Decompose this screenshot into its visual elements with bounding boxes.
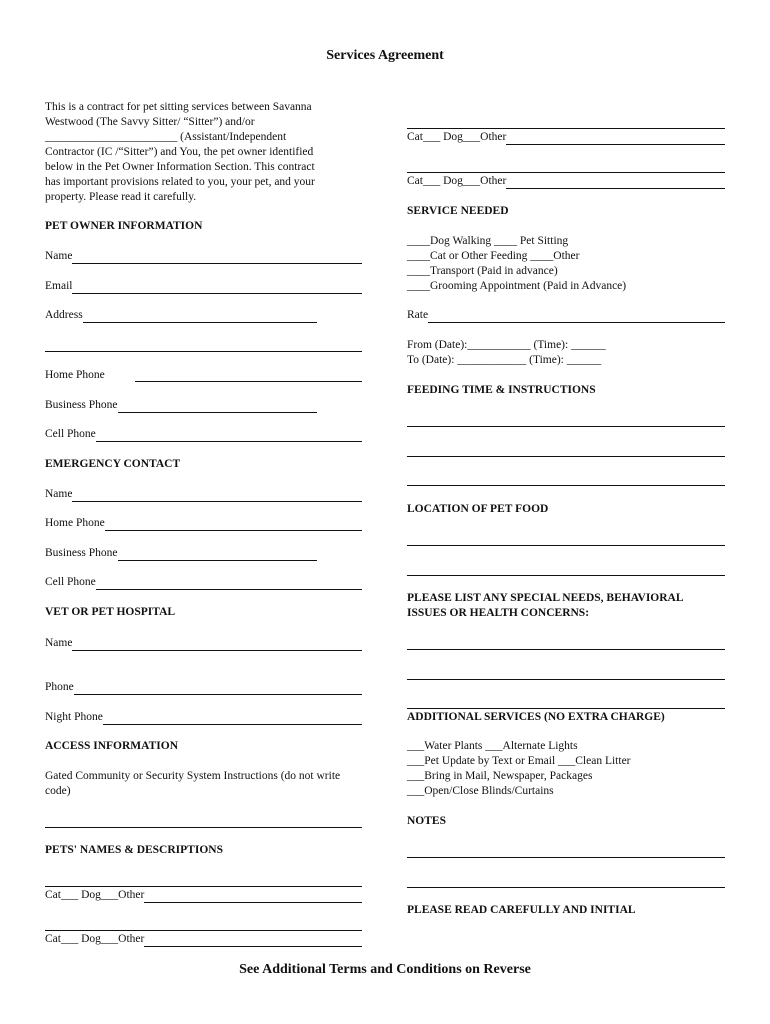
field-label: Cat___ Dog___Other <box>407 175 507 187</box>
pet-3-name-field[interactable] <box>407 127 725 129</box>
emergency-home-phone-field[interactable] <box>45 516 362 531</box>
vet-night-phone-field[interactable] <box>45 710 362 725</box>
additional-service-line[interactable]: ___Open/Close Blinds/Curtains <box>407 785 554 797</box>
feeding-line-3[interactable] <box>407 484 725 486</box>
intro-line: Westwood (The Savvy Sitter/ “Sitter”) and/or <box>45 116 255 128</box>
emergency-business-phone-field[interactable] <box>45 546 317 561</box>
special-needs-line-2[interactable] <box>407 678 725 680</box>
field-label: Phone <box>45 681 74 693</box>
field-label: Cat___ Dog___Other <box>45 889 145 901</box>
owner-address-field[interactable] <box>45 308 317 323</box>
field-label: Cell Phone <box>45 428 96 440</box>
owner-cell-phone-field[interactable] <box>45 427 362 442</box>
service-needed-heading: SERVICE NEEDED <box>407 205 509 217</box>
additional-service-line[interactable]: ___Pet Update by Text or Email ___Clean Litter <box>407 755 631 767</box>
emergency-contact-heading: EMERGENCY CONTACT <box>45 458 181 470</box>
emergency-cell-phone-field[interactable] <box>45 575 362 590</box>
feeding-heading: FEEDING TIME & INSTRUCTIONS <box>407 384 596 396</box>
vet-name-field[interactable] <box>45 636 362 651</box>
field-label: Address <box>45 309 83 321</box>
pet-food-line-2[interactable] <box>407 574 725 576</box>
field-label: Cell Phone <box>45 576 96 588</box>
field-label: Cat___ Dog___Other <box>407 131 507 143</box>
special-needs-heading: ISSUES OR HEALTH CONCERNS: <box>407 607 590 619</box>
pet-2-name-field[interactable] <box>45 929 362 931</box>
vet-heading: VET OR PET HOSPITAL <box>45 606 176 618</box>
additional-service-line[interactable]: ___Water Plants ___Alternate Lights <box>407 740 578 752</box>
field-label: Home Phone <box>45 517 105 529</box>
reverse-terms-footer: See Additional Terms and Conditions on Reverse <box>239 962 531 977</box>
service-option-line[interactable]: ____Cat or Other Feeding ____Other <box>407 250 580 262</box>
access-instructions-line: Gated Community or Security System Instructions (do not write <box>45 770 341 782</box>
pet-food-location-heading: LOCATION OF PET FOOD <box>407 503 549 515</box>
owner-address-line2[interactable] <box>45 350 362 352</box>
field-label: Name <box>45 637 73 649</box>
special-needs-line-3[interactable] <box>407 707 725 709</box>
notes-heading: NOTES <box>407 815 446 827</box>
rate-field[interactable] <box>407 308 725 323</box>
service-option-line[interactable]: ____Dog Walking ____ Pet Sitting <box>407 235 569 247</box>
additional-service-line[interactable]: ___Bring in Mail, Newspaper, Packages <box>407 770 593 782</box>
access-instructions-field[interactable] <box>45 826 362 828</box>
vet-phone-field[interactable] <box>45 680 362 695</box>
pet-2-type-field[interactable] <box>45 932 362 947</box>
owner-email-field[interactable] <box>45 279 362 294</box>
access-instructions-line: code) <box>45 785 71 797</box>
intro-line: has important provisions related to you, your pet, and your <box>45 176 315 188</box>
notes-line-1[interactable] <box>407 856 725 858</box>
field-label: Rate <box>407 309 429 321</box>
pet-1-name-field[interactable] <box>45 885 362 887</box>
service-option-line[interactable]: ____Transport (Paid in advance) <box>407 265 558 277</box>
read-and-initial-heading: PLEASE READ CAREFULLY AND INITIAL <box>407 904 636 916</box>
from-date-time-field[interactable]: From (Date):___________ (Time): ______ <box>407 339 606 351</box>
field-label: Business Phone <box>45 399 118 411</box>
pets-heading: PETS' NAMES & DESCRIPTIONS <box>45 844 223 856</box>
special-needs-heading: PLEASE LIST ANY SPECIAL NEEDS, BEHAVIORAL <box>407 592 684 604</box>
service-option-line[interactable]: ____Grooming Appointment (Paid in Advance) <box>407 280 627 292</box>
special-needs-line-1[interactable] <box>407 648 725 650</box>
pet-3-type-field[interactable] <box>407 130 725 145</box>
intro-line: This is a contract for pet sitting services between Savanna <box>45 101 312 113</box>
intro-line: below in the Pet Owner Information Section. This contract <box>45 161 315 173</box>
intro-paragraph <box>45 100 375 205</box>
owner-name-field[interactable] <box>45 249 362 264</box>
notes-line-2[interactable] <box>407 886 725 888</box>
pet-4-name-field[interactable] <box>407 171 725 173</box>
field-label: Name <box>45 250 73 262</box>
owner-business-phone-field[interactable] <box>45 398 317 413</box>
intro-line: Contractor (IC /“Sitter”) and You, the pet owner identified <box>45 146 314 158</box>
feeding-line-2[interactable] <box>407 455 725 457</box>
pet-food-line-1[interactable] <box>407 544 725 546</box>
owner-home-phone-field[interactable] <box>135 380 362 382</box>
field-label: Night Phone <box>45 711 103 723</box>
field-label: Business Phone <box>45 547 118 559</box>
access-heading: ACCESS INFORMATION <box>45 740 179 752</box>
document-title: Services Agreement <box>326 48 444 63</box>
field-label: Email <box>45 280 73 292</box>
pet-4-type-field[interactable] <box>407 174 725 189</box>
pet-owner-heading: PET OWNER INFORMATION <box>45 220 203 232</box>
field-label: Name <box>45 488 73 500</box>
owner-home-phone-label: Home Phone <box>45 369 105 381</box>
additional-services-heading: ADDITIONAL SERVICES (NO EXTRA CHARGE) <box>407 711 665 723</box>
intro-line: property. Please read it carefully. <box>45 191 197 203</box>
field-label: Cat___ Dog___Other <box>45 933 145 945</box>
emergency-name-field[interactable] <box>45 487 362 502</box>
feeding-line-1[interactable] <box>407 425 725 427</box>
pet-1-type-field[interactable] <box>45 888 362 903</box>
to-date-time-field[interactable]: To (Date): ____________ (Time): ______ <box>407 354 602 366</box>
intro-line[interactable]: _______________________ (Assistant/Independent <box>45 131 287 143</box>
